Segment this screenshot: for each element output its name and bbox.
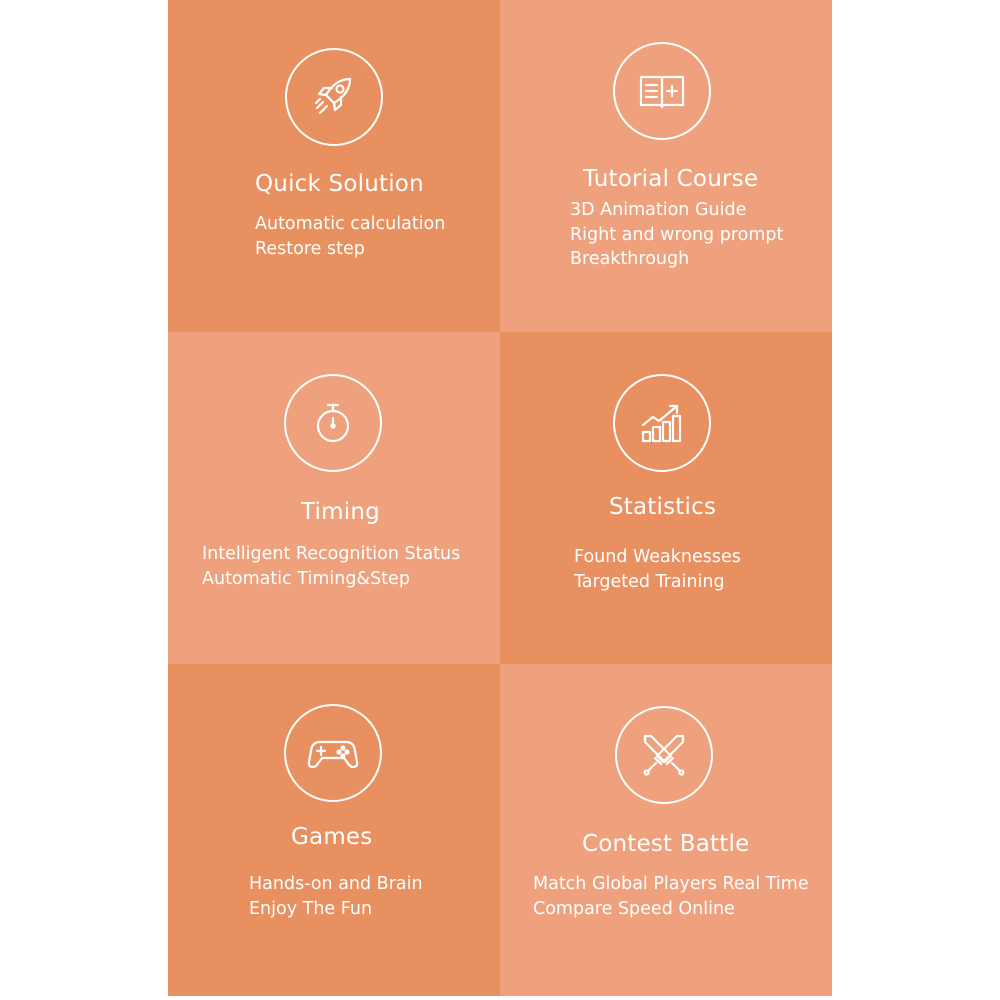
feature-line: Restore step	[255, 238, 365, 259]
feature-line: Compare Speed Online	[533, 898, 735, 919]
feature-line: Enjoy The Fun	[249, 898, 373, 919]
feature-tile-tutorial-course	[500, 0, 832, 332]
feature-description	[249, 872, 423, 921]
feature-title: Timing	[301, 499, 380, 525]
feature-title: Contest Battle	[582, 831, 750, 857]
feature-line: Hands-on and Brain	[249, 874, 423, 894]
gamepad-icon	[284, 704, 382, 802]
feature-line: Automatic Timing&Step	[202, 568, 410, 589]
feature-description	[570, 198, 783, 272]
feature-title: Quick Solution	[255, 171, 424, 197]
feature-tile-contest-battle	[500, 664, 832, 996]
feature-tile-statistics	[500, 332, 832, 664]
book-icon	[613, 42, 711, 140]
feature-line: Match Global Players Real Time	[533, 874, 809, 894]
feature-grid	[168, 0, 832, 996]
stopwatch-icon	[284, 374, 382, 472]
crossed-swords-icon	[615, 706, 713, 804]
feature-title: Statistics	[609, 494, 717, 520]
feature-line: Breakthrough	[570, 249, 690, 269]
bar-chart-icon	[613, 374, 711, 472]
feature-line: Targeted Training	[574, 571, 725, 592]
feature-title: Tutorial Course	[583, 166, 759, 192]
feature-description	[202, 542, 460, 591]
feature-line: Right and wrong prompt	[570, 224, 784, 245]
rocket-icon	[285, 48, 383, 146]
feature-description	[255, 212, 445, 261]
feature-tile-quick-solution	[168, 0, 500, 332]
feature-line: Intelligent Recognition Status	[202, 544, 461, 564]
feature-line: Found Weaknesses	[574, 547, 741, 567]
feature-line: 3D Animation Guide	[570, 200, 747, 220]
feature-tile-games	[168, 664, 500, 996]
feature-line: Automatic calculation	[255, 214, 446, 234]
feature-tile-timing	[168, 332, 500, 664]
feature-description	[574, 545, 741, 594]
feature-description	[533, 872, 809, 921]
feature-title: Games	[291, 824, 373, 850]
